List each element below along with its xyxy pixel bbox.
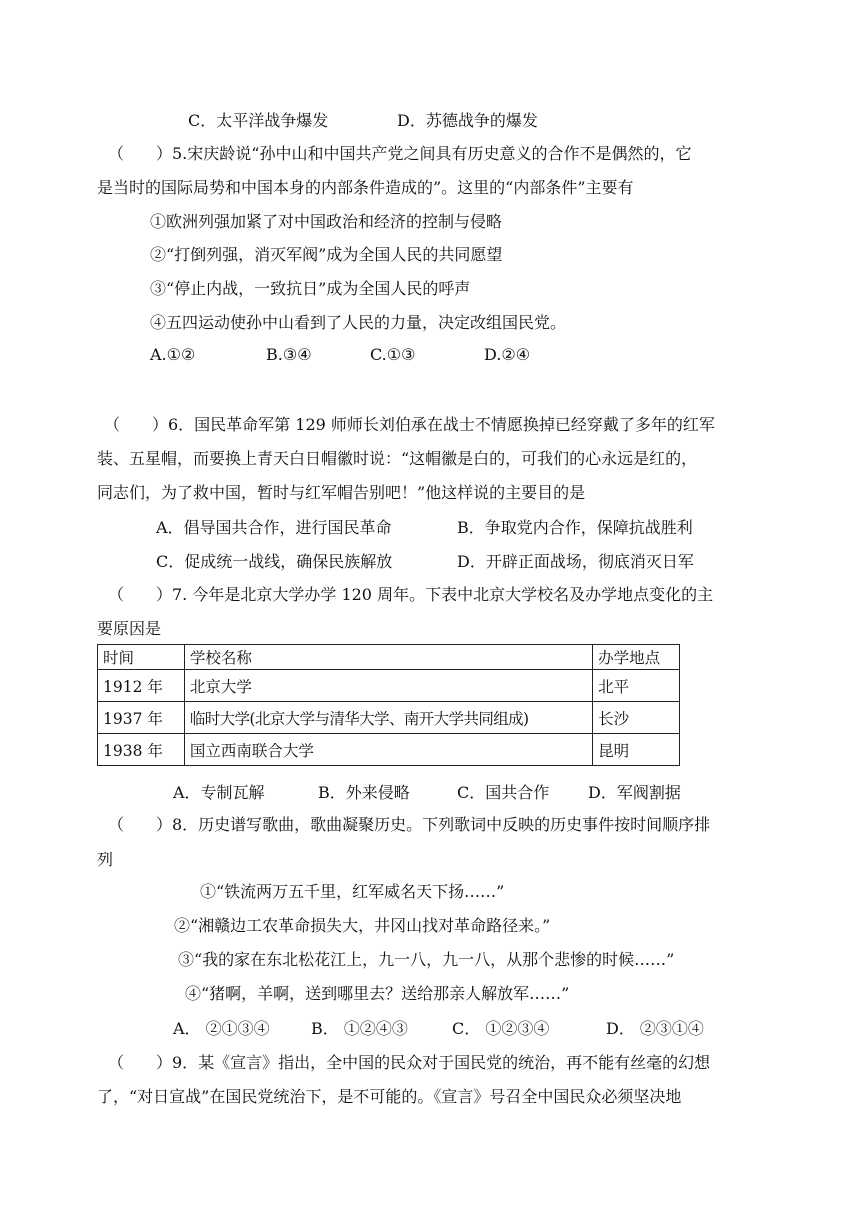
q7-option-d: D．军阀割据 [588,783,681,802]
table-header-cell: 时间 [98,645,185,670]
q6-option-d: D．开辟正面战场，彻底消灭日军 [457,552,694,571]
table-cell: 长沙 [593,702,680,734]
table-header-row [98,645,680,670]
table-row [98,702,680,734]
q5-option-b: B.③④ [266,345,312,364]
q8-stem-line-2: 列 [97,850,114,869]
q5-item-1: ①欧洲列强加紧了对中国政治和经济的控制与侵略 [150,212,503,231]
q4-option-c: C．太平洋战争爆发 [188,111,329,130]
table-cell: 北京大学 [184,670,592,702]
q6-stem-line-1: （ ）6．国民革命军第 129 师师长刘伯承在战士不情愿换掉已经穿戴了多年的红军 [104,415,715,434]
q5-option-d: D.②④ [484,345,531,364]
q6-option-c: C．促成统一战线，确保民族解放 [156,552,393,571]
q6-option-a: A．倡导国共合作，进行国民革命 [156,518,392,537]
q7-option-c: C．国共合作 [457,783,550,802]
q7-option-b: B．外来侵略 [318,783,410,802]
q6-stem-line-2: 装、五星帽，而要换上青天白日帽徽时说：“这帽徽是白的，可我们的心永远是红的， [97,449,698,468]
q8-option-d: D． ②③①④ [606,1019,704,1038]
table-cell: 北平 [593,670,680,702]
table-row [98,670,680,702]
q8-lyric-4: ④“猪啊，羊啊，送到哪里去？送给那亲人解放军……” [185,984,570,1003]
q8-lyric-1: ①“铁流两万五千里，红军威名天下扬……” [200,882,505,901]
q5-stem-line-2: 是当时的国际局势和中国本身的内部条件造成的”。这里的“内部条件”主要有 [97,178,634,197]
q8-lyric-2: ②“湘赣边工农革命损失大，井冈山找对革命路径来。” [174,916,551,935]
table-cell: 1912 年 [98,670,185,702]
table-cell: 1937 年 [98,702,185,734]
q5-item-2: ②“打倒列强，消灭军阀”成为全国人民的共同愿望 [150,245,503,264]
university-table [97,644,680,766]
table-cell: 昆明 [593,734,680,766]
q7-option-a: A．专制瓦解 [173,783,265,802]
q6-option-b: B．争取党内合作，保障抗战胜利 [457,518,693,537]
table-cell: 国立西南联合大学 [184,734,592,766]
q7-stem-line-1: （ ）7. 今年是北京大学办学 120 周年。下表中北京大学校名及办学地点变化的主 [108,585,714,604]
q8-option-b: B． ①②④③ [311,1019,408,1038]
table-cell: 1938 年 [98,734,185,766]
table-row [98,734,680,766]
table-header-cell: 办学地点 [593,645,680,670]
table-header-cell: 学校名称 [184,645,592,670]
q4-option-d: D．苏德战争的爆发 [397,111,538,130]
q5-item-3: ③“停止内战，一致抗日”成为全国人民的呼声 [150,279,471,298]
q8-stem-line-1: （ ）8．历史谱写歌曲，歌曲凝聚历史。下列歌词中反映的历史事件按时间顺序排 [108,815,711,834]
q8-option-a: A． ②①③④ [173,1019,270,1038]
q8-option-c: C． ①②③④ [452,1019,550,1038]
q8-lyric-3: ③“我的家在东北松花江上，九一八，九一八，从那个悲惨的时候……” [178,950,675,969]
q9-stem-line-1: （ ）9．某《宣言》指出，全中国的民众对于国民党的统治，再不能有丝毫的幻想 [108,1053,711,1072]
table-cell: 临时大学(北京大学与清华大学、南开大学共同组成) [184,702,592,734]
q5-item-4: ④五四运动使孙中山看到了人民的力量，决定改组国民党。 [150,313,567,332]
q5-option-a: A.①② [150,345,196,364]
q5-option-c: C.①③ [370,345,416,364]
q5-stem-line-1: （ ）5.宋庆龄说“孙中山和中国共产党之间具有历史意义的合作不是偶然的，它 [108,144,692,163]
q9-stem-line-2: 了，“对日宣战”在国民党统治下，是不可能的。《宣言》号召全中国民众必须坚决地 [97,1087,682,1106]
q7-stem-line-2: 要原因是 [97,619,162,638]
q6-stem-line-3: 同志们，为了救中国，暂时与红军帽告别吧！”他这样说的主要目的是 [97,483,586,502]
